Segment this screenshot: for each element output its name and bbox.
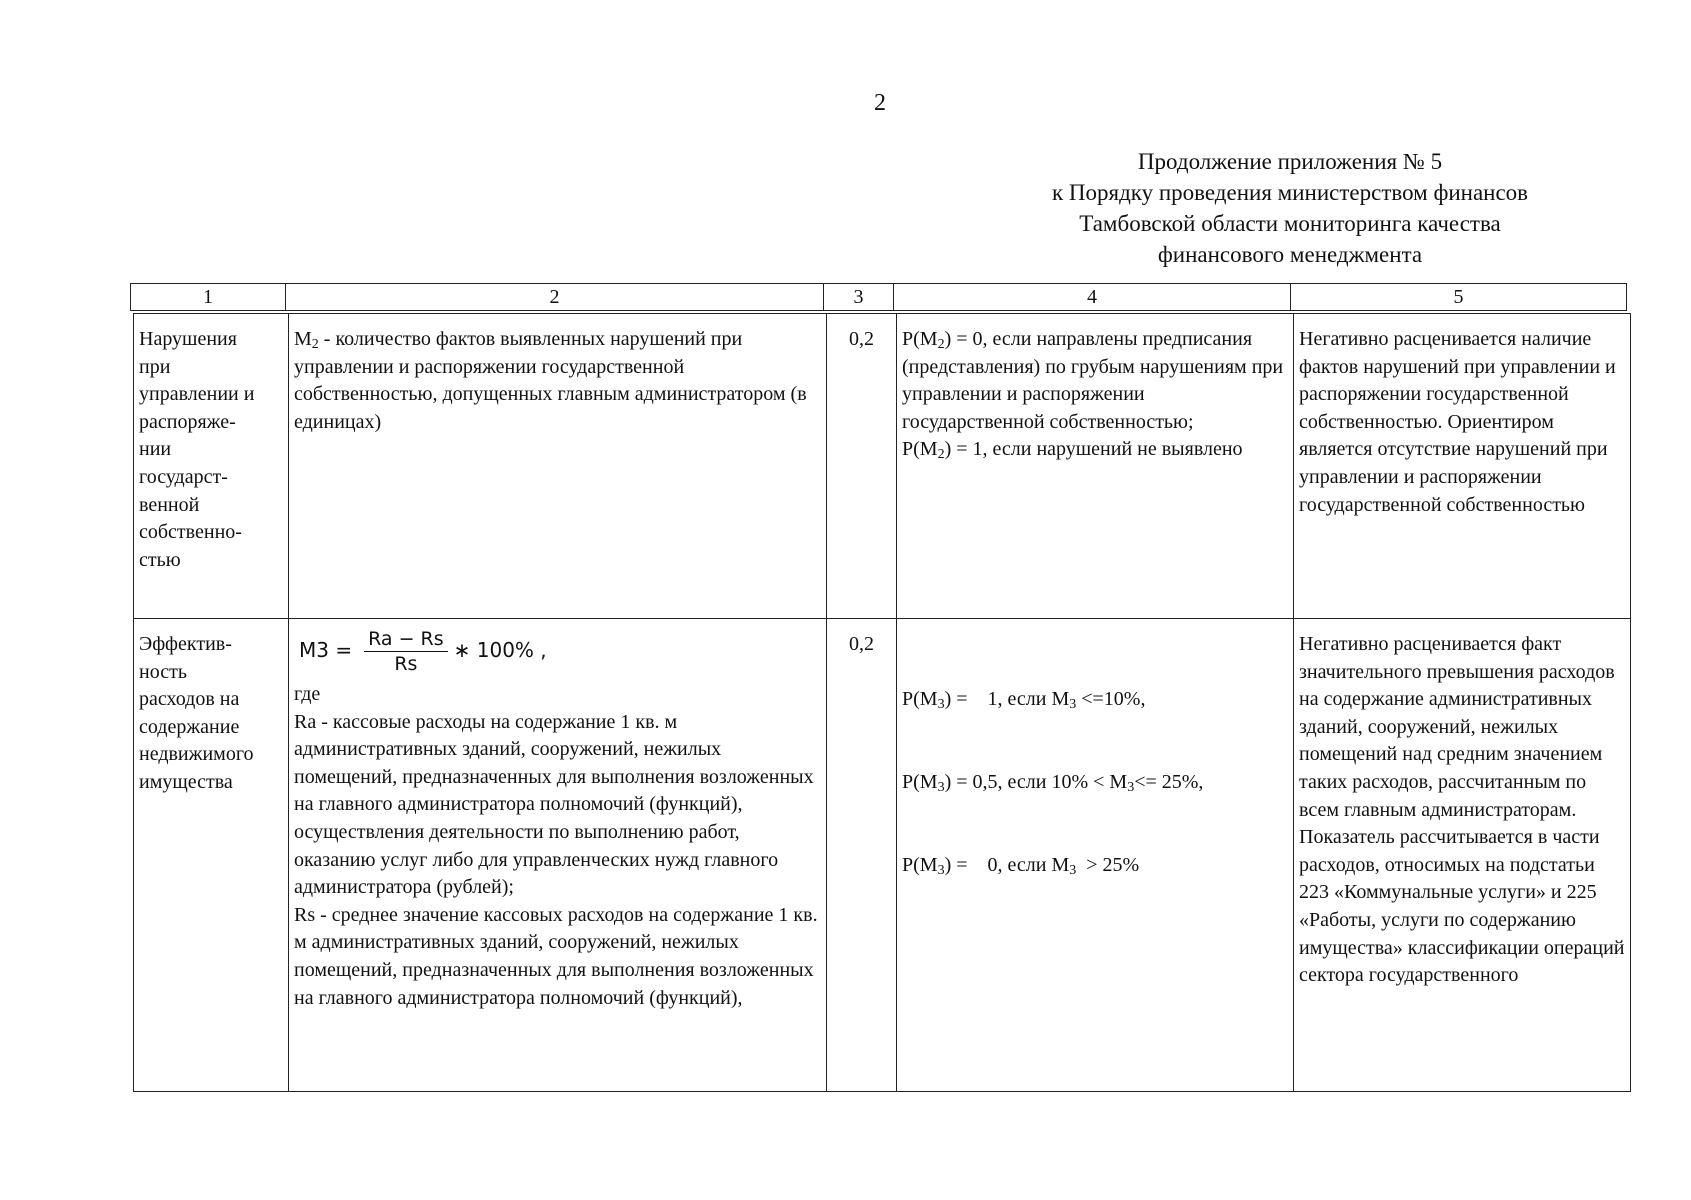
calculation-cell <box>289 314 827 619</box>
indicator-table <box>133 313 1631 1092</box>
column-number-2: 2 <box>286 284 824 311</box>
appendix-heading <box>940 146 1640 270</box>
comment-cell: Негативно расценивается факт значительного превышения расходов на содержание административных зданий, сооружений, нежилых помещений над средним значением таких расходов, рассчитанным по всем главным администраторам. Показатель рассчитывается в части расходов, относимых на подстатьи 223 «Коммунальные услуги» и 225 «Работы, услуги по содержанию имущества» классификации операций сектора государственного <box>1294 619 1631 1092</box>
table-row <box>134 314 1631 619</box>
formula-text: P(M <box>902 328 938 350</box>
subscript: 3 <box>937 862 945 878</box>
cell-line: собственно- <box>139 521 242 544</box>
heading-line: Продолжение приложения № 5 <box>1137 149 1443 174</box>
column-number-3: 3 <box>824 284 894 311</box>
cell-line: нии <box>139 438 172 461</box>
heading-line: к Порядку проведения министерством финансов <box>1051 180 1529 205</box>
comment-cell: Негативно расценивается наличие фактов нарушений при управлении и распоряжении государственной собственностью. Ориентиром является отсутствие нарушений при управлении и распоряжении государственной собственностью <box>1294 314 1631 619</box>
rs-definition: Rs - среднее значение кассовых расходов на содержание 1 кв. м административных зданий, сооружений, нежилых помещений, предназначенных для выполнения возложенных на главного администратора полномочий (функций), <box>294 903 818 1009</box>
cell-line: распоряже- <box>139 410 236 433</box>
condition-text: ) = 0, если M <box>944 853 1070 876</box>
formula-text: P(M <box>902 688 938 711</box>
evaluation-cell <box>897 619 1294 1092</box>
formula-text: P(M <box>902 770 938 793</box>
subscript: 3 <box>937 779 945 795</box>
column-number-4: 4 <box>894 284 1291 311</box>
formula <box>294 623 821 679</box>
cell-line: ность <box>139 660 187 683</box>
subscript: 2 <box>311 337 319 352</box>
condition-text: ) = 0, если направлены предписания (представления) по грубым нарушениям при управлении и распоряжении государственной собственностью; <box>902 328 1284 433</box>
fraction <box>364 627 448 676</box>
cell-line: государст- <box>139 465 228 488</box>
heading-line: Тамбовской области мониторинга качества <box>1079 211 1501 236</box>
cell-line: Эффектив- <box>139 633 232 655</box>
formula-lhs: M3 = <box>299 638 353 663</box>
cell-line: венной <box>139 493 200 516</box>
condition-text: <= 25%, <box>1134 770 1204 793</box>
condition-line <box>902 852 1288 880</box>
symbol-text: M <box>294 328 312 350</box>
header-row <box>131 284 1627 311</box>
heading-line: финансового менеджмента <box>1157 242 1423 267</box>
column-number-1: 1 <box>131 284 286 311</box>
table-row <box>134 619 1631 1092</box>
cell-line: недвижимого <box>139 743 254 766</box>
column-number-header <box>130 283 1627 311</box>
evaluation-cell <box>897 314 1294 619</box>
column-number-5: 5 <box>1291 284 1627 311</box>
cell-line: стью <box>139 548 181 571</box>
formula-text: P(M <box>902 853 938 876</box>
formula-text: P(M <box>902 438 938 461</box>
cell-line: содержание <box>139 715 240 738</box>
subscript: 3 <box>1069 697 1077 713</box>
cell-line: Нарушения <box>139 328 237 350</box>
indicator-name-cell <box>134 314 289 619</box>
fraction-denominator: Rs <box>394 652 418 675</box>
condition-text: ) = 1, если M <box>944 688 1070 711</box>
cell-line: имущества <box>139 770 233 793</box>
weight-cell: 0,2 <box>827 619 897 1092</box>
condition-text: > 25% <box>1076 853 1140 876</box>
condition-line <box>902 769 1288 797</box>
cell-line: при <box>139 355 171 378</box>
subscript: 2 <box>937 447 945 463</box>
condition-line <box>902 686 1288 714</box>
calculation-cell <box>289 619 827 1092</box>
formula-tail: ∗ 100% , <box>453 638 547 663</box>
description-text: - количество фактов выявленных нарушений при управлении и распоряжении государственной собственностью, допущенных главным администратором (в единицах) <box>294 328 807 433</box>
cell-line: управлении и <box>139 383 255 406</box>
cell-line: расходов на <box>139 688 240 711</box>
subscript: 3 <box>937 697 945 713</box>
subscript: 2 <box>937 337 945 352</box>
condition-text: ) = 1, если нарушений не выявлено <box>944 438 1243 461</box>
subscript: 3 <box>1069 862 1077 878</box>
ra-definition: Ra - кассовые расходы на содержание 1 кв. м административных зданий, сооружений, нежилых помещений, предназначенных для выполнения возложенных на главного администратора полномочий (функций), осуществления деятельности по выполнению работ, оказанию услуг либо для управленческих нужд главного администратора (рублей); <box>294 710 814 899</box>
page-number: 2 <box>874 90 886 116</box>
weight-cell: 0,2 <box>827 314 897 619</box>
condition-text: <=10%, <box>1076 688 1146 711</box>
fraction-numerator: Ra − Rs <box>364 627 448 652</box>
condition-text: ) = 0,5, если 10% < M <box>944 770 1128 793</box>
indicator-name-cell <box>134 619 289 1092</box>
where-text: где <box>294 683 321 705</box>
subscript: 3 <box>1127 779 1135 795</box>
